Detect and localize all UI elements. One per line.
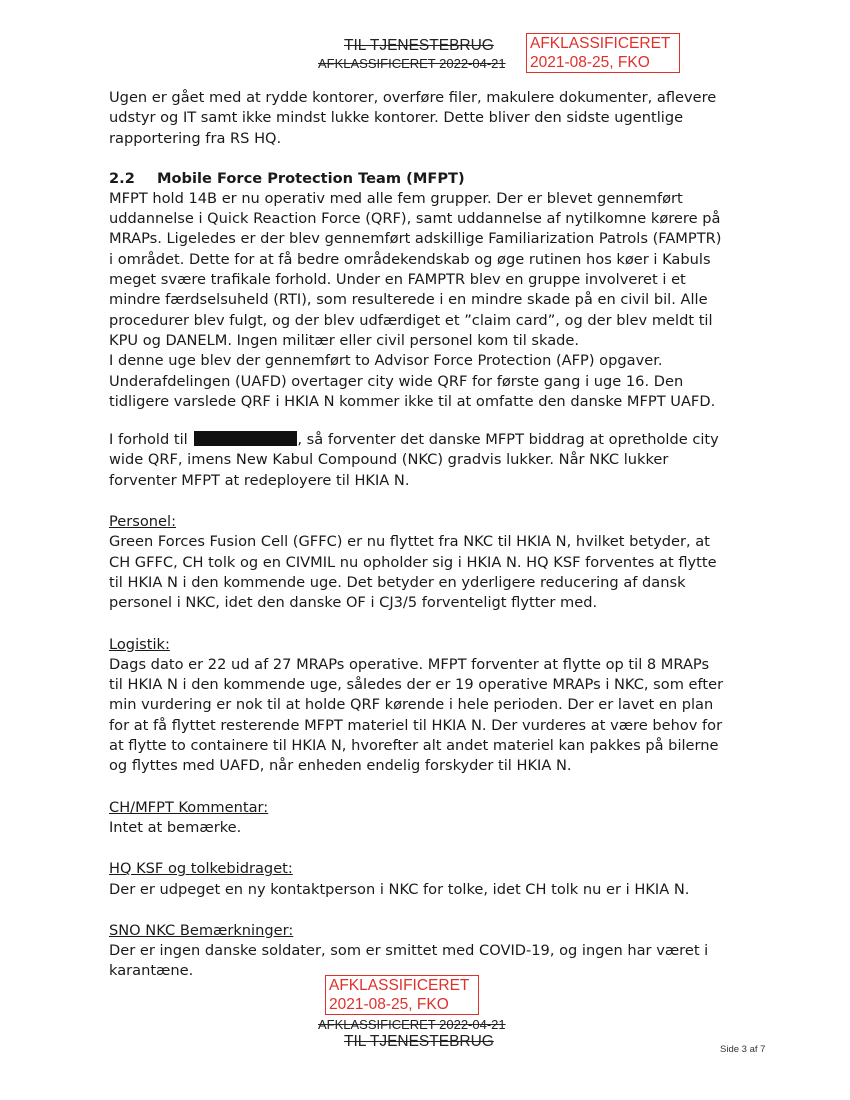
tolke-heading: HQ KSF og tolkebidraget: bbox=[109, 860, 293, 878]
sno-paragraph: Der er ingen danske soldater, som er smittet med COVID-19, og ingen har været i karantæne. bbox=[109, 942, 709, 980]
section-title: Mobile Force Protection Team (MFPT) bbox=[157, 169, 465, 187]
section-paragraph-3 bbox=[109, 430, 727, 491]
header-declassification-stamp bbox=[526, 33, 680, 73]
sno-heading: SNO NKC Bemærkninger: bbox=[109, 921, 294, 939]
section-paragraph-2: I denne uge blev der gennemført to Advisor Force Protection (AFP) opgaver. Underafdelingen (UAFD) overtager city wide QRF for første gang i uge 16. Den tidligere varslede QRF i HKIA N kommer ikke til at omfatte den danske MFPT UAFD. bbox=[109, 352, 716, 410]
paragraph-text-after: , så forventer det danske MFPT biddrag at opretholde city wide QRF, imens New Kabul Compound (NKC) gradvis lukker. Når NKC lukker forventer MFPT at redeployere til HKIA N. bbox=[109, 431, 719, 489]
paragraph-text-before: I forhold til bbox=[109, 431, 193, 449]
personel-paragraph: Green Forces Fusion Cell (GFFC) er nu flyttet fra NKC til HKIA N, hvilket betyder, at CH GFFC, CH tolk og en CIVMIL nu opholder sig i HKIA N. HQ KSF forventes at flytte til HKIA N i den kommende uge. Det betyder en yderligere reducering af dansk personel i NKC, idet den danske OF i CJ3/5 forventeligt flytter med. bbox=[109, 533, 717, 612]
stamp-text: AFKLASSIFICERET bbox=[530, 35, 671, 52]
footer-declassification-stamp bbox=[325, 975, 479, 1015]
intro-paragraph: Ugen er gået med at rydde kontorer, overføre filer, makulere dokumenter, aflevere udstyr og IT samt ikke mindst lukke kontorer. Dette bliver den sidste ugentlige rapportering fra RS HQ. bbox=[109, 89, 717, 147]
tolke-paragraph: Der er udpeget en ny kontaktperson i NKC for tolke, idet CH tolk nu er i HKIA N. bbox=[109, 880, 690, 898]
footer-classification: TIL TJENESTEBRUG bbox=[344, 1033, 494, 1050]
header-declassified-date: AFKLASSIFICERET 2022-04-21 bbox=[318, 56, 506, 71]
section-number: 2.2 bbox=[109, 169, 135, 187]
kommentar-paragraph: Intet at bemærke. bbox=[109, 818, 242, 836]
personel-heading: Personel: bbox=[109, 513, 176, 531]
page-number: Side 3 af 7 bbox=[720, 1044, 766, 1055]
logistik-paragraph: Dags dato er 22 ud af 27 MRAPs operative. MFPT forventer at flytte op til 8 MRAPs til HKIA N i den kommende uge, således der er 19 operative MRAPs i NKC, som efter min vurdering er nok til at holde QRF kørende i hele perioden. Der er lavet en plan for at få flyttet resterende MFPT materiel til HKIA N. Der vurderes at være behov for at flytte to containere til HKIA N, hvorefter alt andet materiel kan pakkes på bilerne og flyttes med UAFD, når enheden endelig forskyder til HKIA N. bbox=[109, 655, 724, 775]
section-heading bbox=[109, 169, 727, 189]
document-body bbox=[109, 88, 727, 982]
stamp-date: 2021-08-25, FKO bbox=[329, 996, 449, 1013]
section-paragraph-1: MFPT hold 14B er nu operativ med alle fem grupper. Der er blevet gennemført uddannelse i Quick Reaction Force (QRF), samt uddannelse af nytilkomne kørere på MRAPs. Ligeledes er der blev gennemført adskillige Familiarization Patrols (FAMPTR) i området. Dette for at få bedre områdekendskab og øge rutinen hos køer i Kabuls meget svære trafikale forhold. Under en FAMPTR blev en gruppe involveret i et mindre færdselsuheld (RTI), som resulterede i en mindre skade på en civil bil. Alle procedurer blev fulgt, og der blev udfærdiget et ”claim card”, og der blev meldt til KPU og DANELM. Ingen militær eller civil personel kom til skade. bbox=[109, 189, 722, 349]
header-classification: TIL TJENESTEBRUG bbox=[344, 37, 494, 54]
redaction-block bbox=[194, 431, 297, 446]
footer-declassified-date: AFKLASSIFICERET 2022-04-21 bbox=[318, 1017, 506, 1032]
stamp-date: 2021-08-25, FKO bbox=[530, 54, 650, 71]
logistik-heading: Logistik: bbox=[109, 635, 170, 653]
stamp-text: AFKLASSIFICERET bbox=[329, 977, 470, 994]
kommentar-heading: CH/MFPT Kommentar: bbox=[109, 798, 269, 816]
